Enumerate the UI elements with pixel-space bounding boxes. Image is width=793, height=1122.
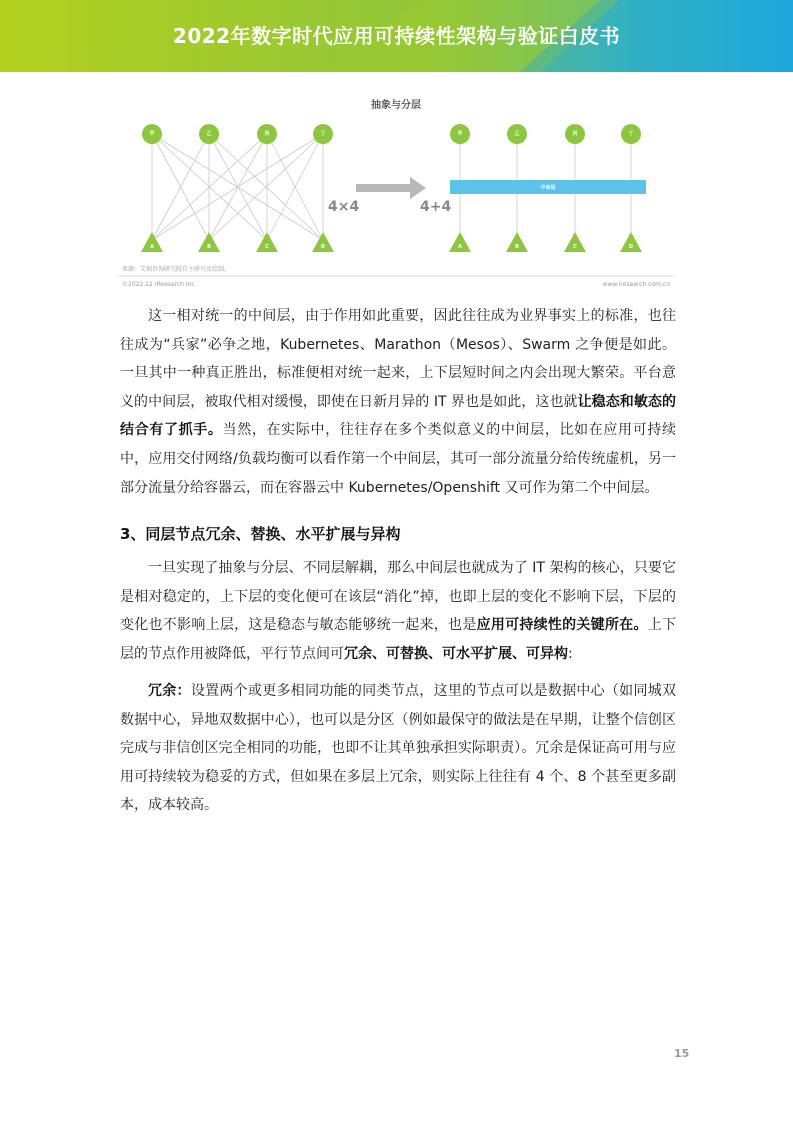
paragraph-text: 一旦实现了抽象与分层、不同层解耦，那么中间层也就成为了 IT 架构的核心，只要它是相对稳定的，上下层的变化便可在该层“消化”掉，也即上层的变化不影响下层，下层的变化也不影响上层，这是稳态与敏态能够统一起来，也是 <box>120 560 676 634</box>
section-heading: 3、同层节点冗余、替换、水平扩展与异构 <box>120 525 401 543</box>
node-label: C <box>265 244 269 250</box>
mesh-connections <box>152 134 323 240</box>
figure-title: 抽象与分层 <box>371 100 421 111</box>
node-label: B <box>515 244 519 250</box>
paragraph-text: : <box>568 645 573 662</box>
node-label: D <box>320 244 326 250</box>
node-label: 丁 <box>628 131 634 137</box>
node-label: 丙 <box>572 131 578 137</box>
abstraction-layering-figure <box>118 92 674 298</box>
paragraph-text: 设置两个或更多相同功能的同类节点，这里的节点可以是数据中心（如同城双数据中心，异地双数据中心），也可以是分区（例如最保守的做法是在早期，让整个信创区完成与非信创区完全相同的功能，也即不让其单独承担实际职责）。冗余是保证高可用与应用可持续较为稳妥的方式，但如果在多层上冗余，则实际上往往有 4 个、8 个甚至更多副本，成本较高。 <box>120 683 677 814</box>
node-label: 丙 <box>264 131 270 137</box>
node-label: 丁 <box>320 131 326 137</box>
layer-count-label: 4+4 <box>420 199 452 215</box>
transform-arrow <box>356 177 426 199</box>
paragraph-emphasis: 冗余： <box>148 683 191 699</box>
node-label: 甲 <box>149 131 155 137</box>
middle-layer-label: 中间层 <box>540 185 556 191</box>
node-label: 乙 <box>514 131 520 137</box>
figure-url: www.iresearch.com.cn <box>602 281 670 288</box>
mesh-count-label: 4×4 <box>328 199 360 215</box>
document-title: 2022年数字时代应用可持续性架构与验证白皮书 <box>172 24 621 48</box>
header-banner <box>0 0 793 72</box>
node-label: 乙 <box>206 131 212 137</box>
paragraph-decoupling <box>120 554 676 668</box>
paragraph-text: 上下层的节点作用被降低，平行节点间可 <box>120 617 677 662</box>
figure-copyright: ©2022.12 iResearch Inc. <box>122 281 197 288</box>
paragraph-emphasis: 应用可持续性的关键所在。 <box>476 617 648 634</box>
node-label: A <box>458 244 462 250</box>
node-label: C <box>573 244 577 250</box>
paragraph-text: 当然，在实际中，往往存在多个类似意义的中间层，比如在应用可持续中，应用交付网络/负载均衡可以看作第一个中间层，其可一部分流量分给传统虚机，另一部分流量分给容器云，而在容器云中 Kubernetes/Openshift 又可作为第二个中间层。 <box>120 422 677 496</box>
node-label: D <box>628 244 634 250</box>
node-label: A <box>150 244 154 250</box>
paragraph-emphasis: 让稳态和敏态的结合有了抓手。 <box>120 393 676 439</box>
node-label: B <box>207 244 211 250</box>
paragraph-redundancy <box>120 677 676 820</box>
paragraph-text: 这一相对统一的中间层，由于作用如此重要，因此往往成为业界事实上的标准，也往往成为“兵家”必争之地，Kubernetes、Marathon（Mesos）、Swarm 之争便是如此。一旦其中一种真正胜出，标准便相对统一起来，上下层短时间之内会出现大繁荣。平台意义的中间层，被取代相对缓慢，即使在日新月异的 IT 界也是如此，这也就 <box>120 308 676 410</box>
figure-source: 来源：艾瑞咨询研究院自主研究及绘制。 <box>122 266 231 273</box>
node-label: 甲 <box>457 131 463 137</box>
page-number: 15 <box>674 1047 690 1060</box>
paragraph-middle-layer <box>120 302 676 502</box>
paragraph-emphasis: 冗余、可替换、可水平扩展、可异构 <box>344 645 568 662</box>
